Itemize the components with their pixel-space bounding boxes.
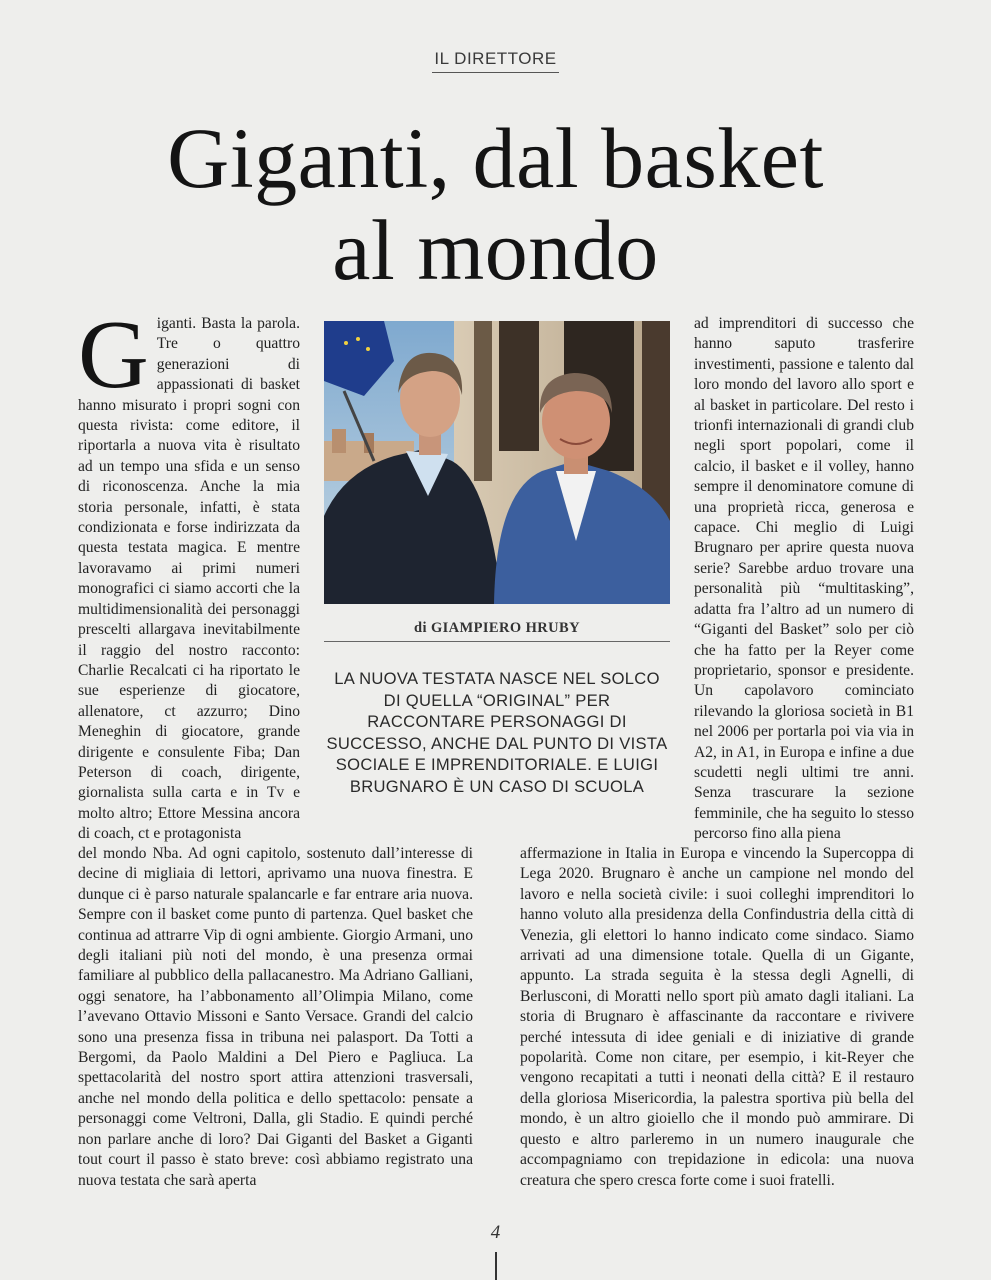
byline: di GIAMPIERO HRUBY [414, 620, 580, 636]
article-text-left: iganti. Basta la parola. Tre o quattro generazioni di appassionati di basket hanno misurato i propri sogni con questa rivista: come editore, il riportarla a nuova vita è risultato ad un tempo una sfida e un senso di riconoscenza. Anche la mia storia personale, infatti, è stata condizionata e forse indirizzata da questa testata magica. E mentre lavoravamo ai primi numeri monografici ci siamo accorti che la multidimensionalità dei personaggi prescelti allargava inevitabilmente il raggio del nostro racconto: Charlie Recalcati ci ha riportato le sue esperienze di giocatore, allenatore, ct azzurro; Dino Meneghin di giocatore, grande dirigente e consulente Fiba; Dan Peterson di coach, dirigente, giornalista sulla carta e in Tv e molto altro; Ettore Messina ancora di coach, ct e protagonista [78, 315, 300, 843]
section-label-text: IL DIRETTORE [432, 49, 558, 73]
article-column-bottom-right: affermazione in Italia in Europa e vincendo la Supercoppa di Lega 2020. Brugnaro è anche un campione nel mondo del lavoro e nella società civile: i suoi colleghi imprenditori lo hanno voluto alla presidenza della Confindustria della città di Venezia, gli elettori lo hanno indicato come sindaco. Siamo arrivati ad una dimensione totale. Quella di un Gigante, appunto. La strada seguita è la stessa degli Agnelli, di Berlusconi, di Moratti nello sport più amato dagli italiani. La storia di Brugnaro è affascinante da raccontare e rivivere perché intessuta di idee geniali e di iniziative di grande popolarità. Come non citare, per esempio, i kit-Reyer che vengono recapitati a tutti i neonati della città? E il restauro della gloriosa Misericordia, la palestra sportiva più bella del mondo, è un altro gioiello che il mondo può ammirare. Di questo e altro parleremo in un numero inaugurale che accompagniamo con trepidazione in edicola: una nuova creatura che spero cresca forte come i suoi fratelli. [520, 845, 914, 1189]
drop-cap: G [78, 301, 149, 409]
headline-line-2: al mondo [332, 202, 659, 298]
headline-line-1: Giganti, dal basket [167, 110, 824, 206]
page-number: 4 [490, 1222, 501, 1243]
photo-illustration [324, 321, 670, 604]
byline-divider [324, 641, 670, 642]
article-column-left [78, 301, 300, 845]
pull-quote: LA NUOVA TESTATA NASCE NEL SOLCO DI QUELLA “ORIGINAL” PER RACCONTARE PERSONAGGI DI SUCCESSO, ANCHE DAL PUNTO DI VISTA SOCIALE E IMPRENDITORIALE. E LUIGI BRUGNARO È UN CASO DI SCUOLA [326, 669, 668, 796]
headline [0, 112, 991, 296]
article-column-right: ad imprenditori di successo che hanno saputo trasferire investimenti, passione e talento dal loro mondo del lavoro allo sport e al basket in particolare. Del resto i trionfi internazionali di grandi club negli sport popolari, come il calcio, il basket e il volley, hanno sempre il denominatore comune di una proprietà ricca, generosa e capace. Chi meglio di Luigi Brugnaro per aprire questa nuova serie? Sarebbe arduo trovare una personalità più “multitasking”, adatta fra l’altro ad un numero di “Giganti del Basket” solo per ciò che ha fatto per la Reyer come proprietario, sponsor e presidente. Un capolavoro cominciato rilevando la gloriosa società in B1 nel 2006 per portarla poi via via in A2, in A1, in Europa e infine a due scudetti negli ultimi tre anni. Senza trascurare la sezione femminile, che ha seguito lo stesso percorso fino alla piena [694, 315, 914, 843]
section-label [0, 49, 991, 73]
article-photo [324, 321, 670, 604]
article-column-bottom-left: del mondo Nba. Ad ogni capitolo, sostenuto dall’interesse di decine di migliaia di lettori, aprivamo una nuova finestra. E dunque ci è parso naturale spalancarle e far entrare aria nuova. Sempre con il basket come punto di partenza. Quel basket che continua ad attrarre Vip di ogni ambiente. Giorgio Armani, uno degli italiani più noti del mondo, è una presenza ormai familiare al pubblico della pallacanestro. Ma Adriano Galliani, oggi senatore, ha l’abbonamento all’Olimpia Milano, come l’avevano Ottavio Missoni e Santo Versace. Grandi del calcio sono una presenza fissa in tribuna nei palasport. Da Totti a Bergomi, da Paolo Maldini a Del Piero e Pagliuca. La spettacolarità del nostro sport attira attenzioni trasversali, anche nel mondo della politica e dello spettacolo: pensate a personaggi come Veltroni, Dalla, gli Stadio. E quindi perché non parlare anche di loro? Dai Giganti del Basket a Giganti tout court il passo è stato breve: così abbiamo registrato una nuova testata che sarà aperta [78, 845, 473, 1189]
page-number-rule [495, 1252, 497, 1280]
